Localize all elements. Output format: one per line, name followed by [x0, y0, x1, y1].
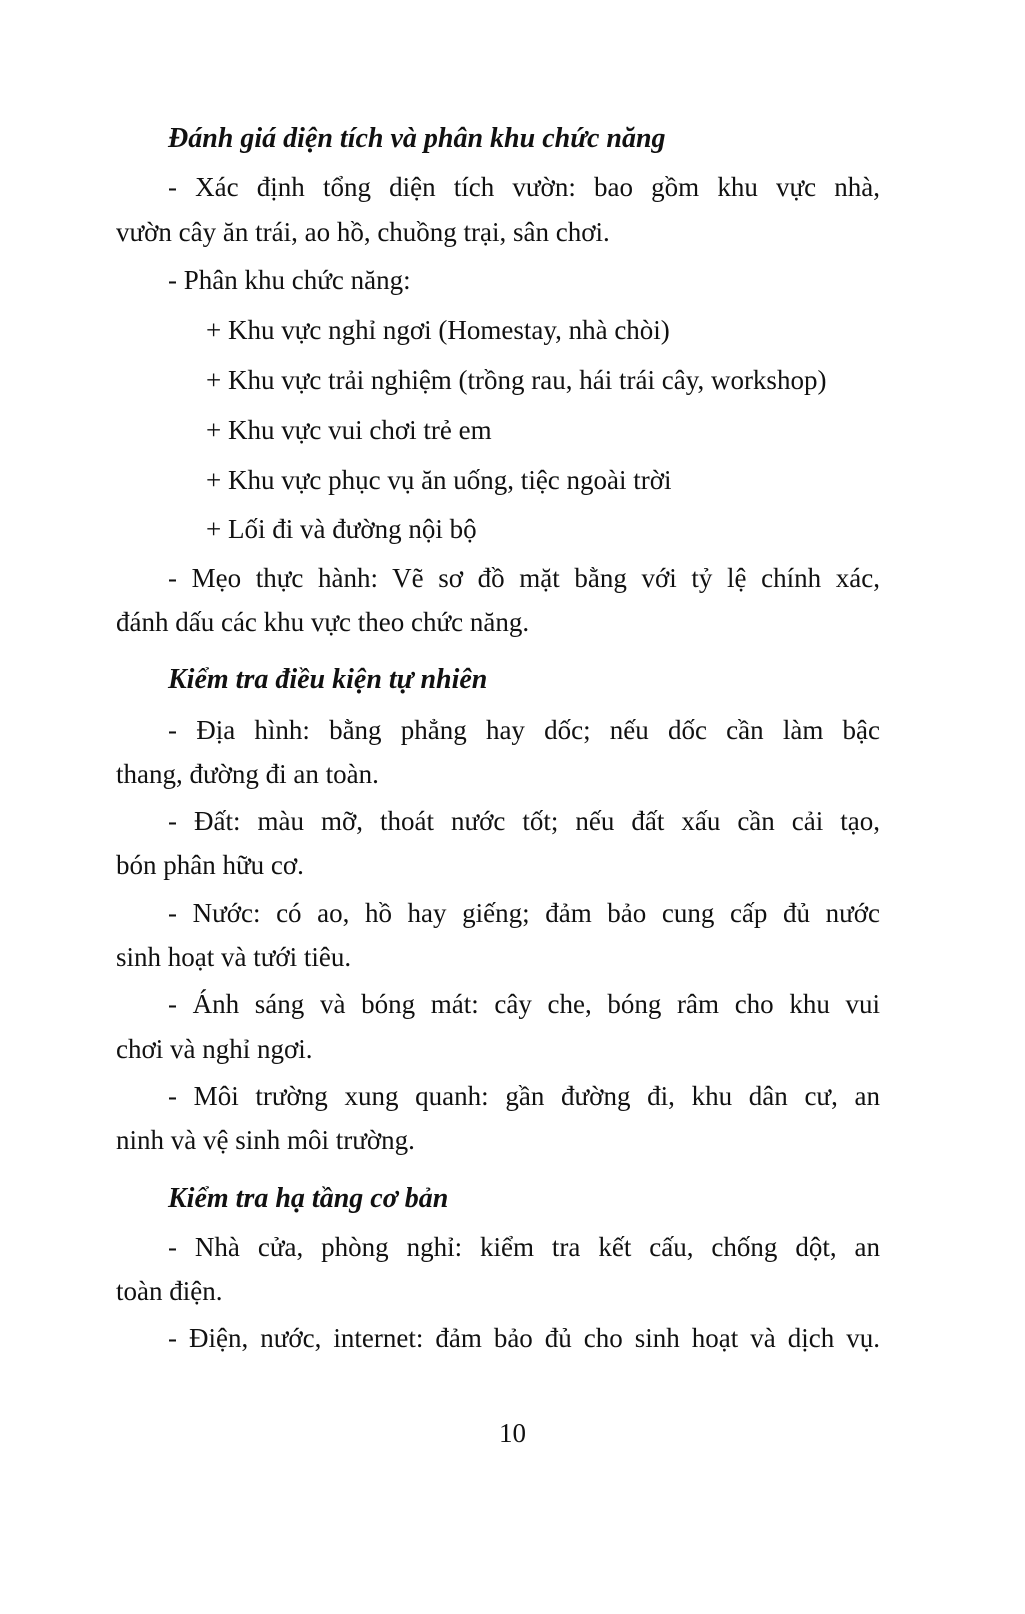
paragraph-line: - Đất: màu mỡ, thoát nước tốt; nếu đất xấu cần cải tạo,	[168, 806, 880, 836]
section-heading: Kiểm tra hạ tầng cơ bản	[168, 1183, 449, 1214]
paragraph-line: - Xác định tổng diện tích vườn: bao gồm khu vực nhà,	[168, 172, 880, 202]
paragraph-line: bón phân hữu cơ.	[116, 850, 304, 880]
paragraph-line: vườn cây ăn trái, ao hồ, chuồng trại, sân chơi.	[116, 217, 610, 247]
section-heading: Đánh giá diện tích và phân khu chức năng	[168, 123, 666, 154]
page-number: 10	[499, 1418, 526, 1448]
paragraph-line: ninh và vệ sinh môi trường.	[116, 1125, 415, 1155]
paragraph-line: - Nhà cửa, phòng nghỉ: kiểm tra kết cấu, chống dột, an	[168, 1232, 880, 1262]
section-heading: Kiểm tra điều kiện tự nhiên	[168, 664, 488, 695]
paragraph-line: sinh hoạt và tưới tiêu.	[116, 942, 352, 972]
paragraph-line: - Môi trường xung quanh: gần đường đi, khu dân cư, an	[168, 1081, 880, 1111]
list-item: + Khu vực vui chơi trẻ em	[206, 415, 492, 445]
list-item: + Khu vực phục vụ ăn uống, tiệc ngoài trời	[206, 465, 672, 495]
paragraph-line: toàn điện.	[116, 1276, 223, 1306]
paragraph-line: thang, đường đi an toàn.	[116, 759, 379, 789]
paragraph-line: - Địa hình: bằng phẳng hay dốc; nếu dốc cần làm bậc	[168, 715, 880, 745]
paragraph-line: - Điện, nước, internet: đảm bảo đủ cho sinh hoạt và dịch vụ.	[168, 1323, 880, 1353]
list-item: + Khu vực nghỉ ngơi (Homestay, nhà chòi)	[206, 315, 670, 345]
paragraph-line: - Nước: có ao, hồ hay giếng; đảm bảo cung cấp đủ nước	[168, 898, 880, 928]
list-item: + Lối đi và đường nội bộ	[206, 514, 477, 544]
paragraph-line: đánh dấu các khu vực theo chức năng.	[116, 607, 530, 637]
paragraph-line: - Phân khu chức năng:	[168, 265, 411, 295]
paragraph-line: chơi và nghỉ ngơi.	[116, 1034, 313, 1064]
list-item: + Khu vực trải nghiệm (trồng rau, hái trái cây, workshop)	[206, 365, 827, 395]
paragraph-line: - Ánh sáng và bóng mát: cây che, bóng râm cho khu vui	[168, 989, 880, 1019]
paragraph-line: - Mẹo thực hành: Vẽ sơ đồ mặt bằng với tỷ lệ chính xác,	[168, 563, 880, 593]
